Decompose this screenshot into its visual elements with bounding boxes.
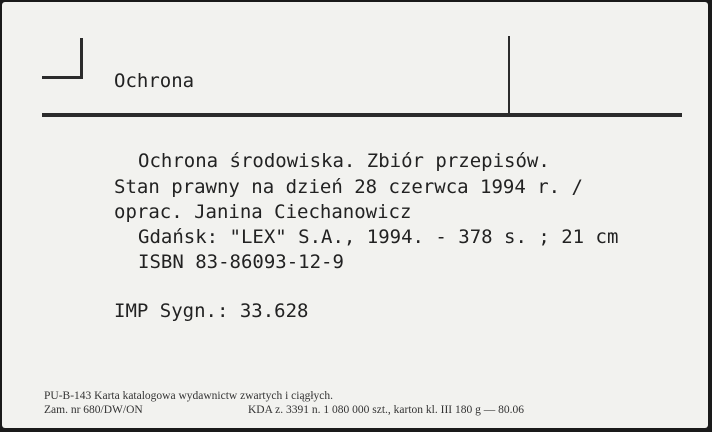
title-line: Ochrona środowiska. Zbiór przepisów. [138,150,550,172]
author-line: oprac. Janina Ciechanowicz [114,201,412,223]
legal-status-line: Stan prawny na dzień 28 czerwca 1994 r. / [114,176,583,198]
footer-order-number: Zam. nr 680/DW/ON [44,404,143,416]
right-vertical-rule [508,36,510,114]
footer-form-line: PU-B-143 Karta katalogowa wydawnictw zwartych i ciągłych. [44,390,334,402]
publication-line: Gdańsk: "LEX" S.A., 1994. - 378 s. ; 21 cm [138,226,619,248]
signature-line: IMP Sygn.: 33.628 [114,300,309,322]
catalog-card [2,2,708,428]
header-divider-rule [42,113,682,117]
heading-horizontal-rule [42,76,83,79]
heading-vertical-rule [80,38,83,78]
card-heading: Ochrona [114,70,195,92]
isbn-line: ISBN 83-86093-12-9 [138,251,344,273]
footer-print-details: KDA z. 3391 n. 1 080 000 szt., karton kl. III 180 g — 80.06 [248,404,524,416]
